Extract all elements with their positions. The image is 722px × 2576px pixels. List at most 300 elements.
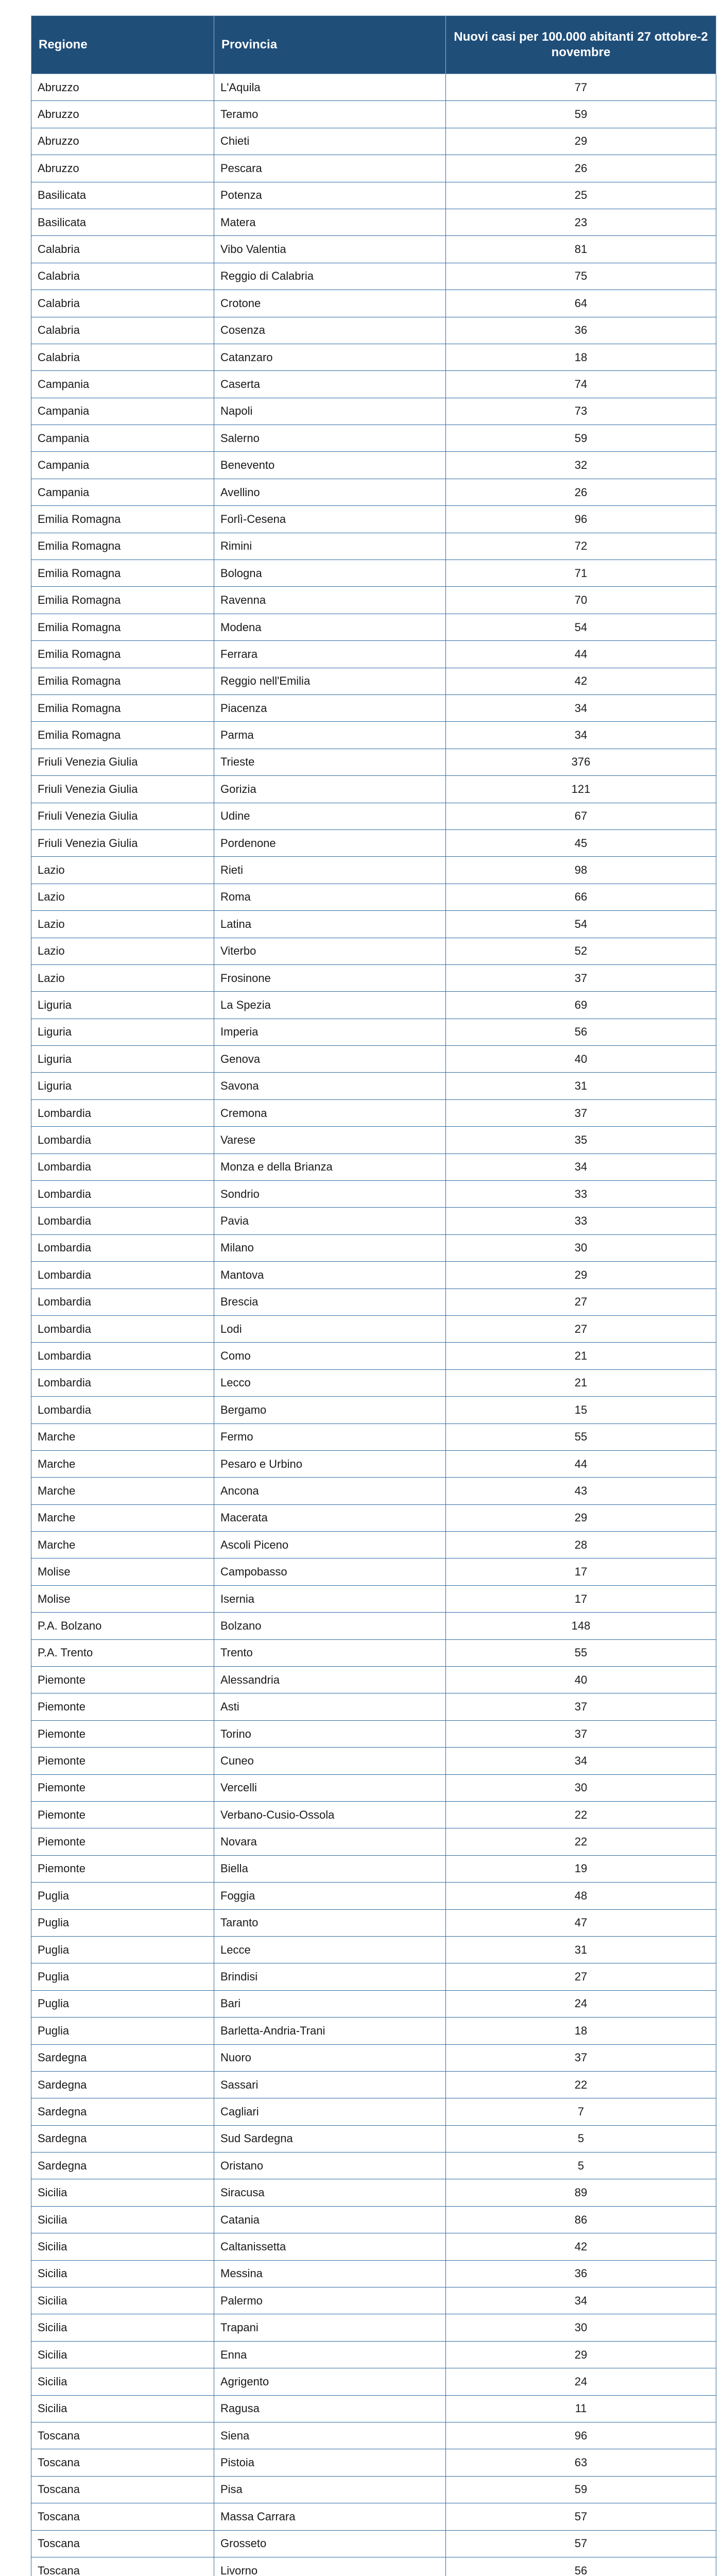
cell-regione: Sicilia [31,2233,214,2260]
header-nuovi-casi: Nuovi casi per 100.000 abitanti 27 ottobre-2 novembre [446,16,716,74]
cell-regione: Emilia Romagna [31,560,214,587]
cell-provincia: Forlì-Cesena [214,506,446,533]
cell-nuovi-casi: 55 [446,1639,716,1666]
table-row [31,1315,716,1342]
table-row [31,1289,716,1315]
cell-nuovi-casi: 19 [446,1855,716,1882]
cell-provincia: Bari [214,1990,446,2017]
cell-regione: P.A. Bolzano [31,1613,214,1639]
table-row [31,1748,716,1774]
cell-provincia: Messina [214,2260,446,2287]
table-row [31,371,716,398]
cell-regione: Liguria [31,1046,214,1073]
cell-regione: Lombardia [31,1154,214,1180]
table-row [31,1369,716,1396]
cell-regione: Emilia Romagna [31,641,214,668]
table-row [31,884,716,910]
cell-nuovi-casi: 5 [446,2125,716,2152]
cell-nuovi-casi: 56 [446,2557,716,2576]
table-row [31,1450,716,1477]
table-row [31,1423,716,1450]
cell-provincia: Ancona [214,1478,446,1504]
cell-provincia: Pistoia [214,2449,446,2476]
table-row [31,479,716,505]
cell-nuovi-casi: 33 [446,1208,716,1234]
cell-regione: Piemonte [31,1855,214,1882]
table-row [31,1720,716,1747]
cell-nuovi-casi: 35 [446,1127,716,1154]
table-row [31,128,716,155]
table-row [31,1828,716,1855]
cell-nuovi-casi: 59 [446,425,716,452]
cell-provincia: Catanzaro [214,344,446,370]
cell-provincia: Catania [214,2206,446,2233]
table-row [31,2179,716,2206]
cell-regione: Puglia [31,1883,214,1909]
cell-provincia: Massa Carrara [214,2503,446,2530]
cell-nuovi-casi: 22 [446,2071,716,2098]
cell-regione: Campania [31,425,214,452]
cell-regione: Marche [31,1450,214,1477]
cell-regione: Sardegna [31,2071,214,2098]
cell-regione: Puglia [31,1936,214,1963]
cell-provincia: Udine [214,803,446,829]
table-row [31,1181,716,1208]
header-provincia: Provincia [214,16,446,74]
cell-nuovi-casi: 54 [446,911,716,938]
cell-nuovi-casi: 43 [446,1478,716,1504]
cell-regione: Piemonte [31,1802,214,1828]
table-row [31,101,716,128]
cell-nuovi-casi: 27 [446,1963,716,1990]
cell-provincia: La Spezia [214,992,446,1019]
cell-regione: Campania [31,398,214,425]
table-row [31,776,716,803]
table-row [31,2098,716,2125]
cell-provincia: Savona [214,1073,446,1099]
cell-provincia: Ragusa [214,2395,446,2422]
table-row [31,2044,716,2071]
cell-regione: Puglia [31,1990,214,2017]
cell-provincia: Torino [214,1720,446,1747]
cell-provincia: Avellino [214,479,446,505]
table-row [31,1019,716,1045]
cell-regione: Friuli Venezia Giulia [31,829,214,856]
cell-nuovi-casi: 67 [446,803,716,829]
cell-nuovi-casi: 31 [446,1936,716,1963]
cell-regione: Sardegna [31,2044,214,2071]
cell-nuovi-casi: 36 [446,2260,716,2287]
cell-regione: Campania [31,452,214,479]
cell-regione: Emilia Romagna [31,587,214,614]
cell-regione: Piemonte [31,1693,214,1720]
data-table-container [31,15,716,2576]
cell-regione: P.A. Trento [31,1639,214,1666]
cell-regione: Lombardia [31,1343,214,1369]
cell-provincia: Como [214,1343,446,1369]
table-row [31,1802,716,1828]
cell-regione: Abruzzo [31,74,214,101]
cell-regione: Friuli Venezia Giulia [31,803,214,829]
cell-nuovi-casi: 25 [446,182,716,209]
cell-provincia: Potenza [214,182,446,209]
cell-nuovi-casi: 42 [446,668,716,694]
cell-nuovi-casi: 48 [446,1883,716,1909]
table-row [31,1208,716,1234]
cell-provincia: Lodi [214,1315,446,1342]
cell-provincia: Enna [214,2341,446,2368]
table-row [31,2395,716,2422]
table-row [31,1046,716,1073]
cell-nuovi-casi: 47 [446,1909,716,1936]
cell-regione: Molise [31,1585,214,1612]
cell-regione: Friuli Venezia Giulia [31,776,214,803]
table-row [31,641,716,668]
cell-provincia: Lecco [214,1369,446,1396]
cell-nuovi-casi: 37 [446,2044,716,2071]
cell-regione: Abruzzo [31,128,214,155]
cell-nuovi-casi: 37 [446,1099,716,1126]
cell-regione: Lombardia [31,1289,214,1315]
table-row [31,694,716,721]
table-row [31,1855,716,1882]
cell-nuovi-casi: 54 [446,614,716,640]
cell-provincia: Bologna [214,560,446,587]
cell-nuovi-casi: 18 [446,2018,716,2044]
cell-nuovi-casi: 29 [446,1262,716,1289]
table-row [31,263,716,290]
cell-regione: Sicilia [31,2287,214,2314]
cell-provincia: Verbano-Cusio-Ossola [214,1802,446,1828]
cell-nuovi-casi: 77 [446,74,716,101]
table-row [31,74,716,101]
table-row [31,668,716,694]
cell-provincia: Milano [214,1234,446,1261]
cell-provincia: Modena [214,614,446,640]
table-row [31,155,716,182]
table-row [31,2153,716,2179]
table-row [31,2530,716,2557]
cell-provincia: Biella [214,1855,446,1882]
cell-regione: Lazio [31,938,214,964]
cell-nuovi-casi: 89 [446,2179,716,2206]
table-row [31,1397,716,1423]
cell-nuovi-casi: 121 [446,776,716,803]
cell-regione: Liguria [31,992,214,1019]
cell-regione: Emilia Romagna [31,614,214,640]
cell-nuovi-casi: 40 [446,1046,716,1073]
cell-nuovi-casi: 73 [446,398,716,425]
cell-provincia: Siracusa [214,2179,446,2206]
cell-provincia: Agrigento [214,2368,446,2395]
cell-provincia: L'Aquila [214,74,446,101]
cell-regione: Sicilia [31,2395,214,2422]
cell-nuovi-casi: 70 [446,587,716,614]
table-row [31,964,716,991]
table-row [31,1478,716,1504]
cell-nuovi-casi: 22 [446,1802,716,1828]
cell-provincia: Viterbo [214,938,446,964]
cell-regione: Sicilia [31,2368,214,2395]
table-row [31,829,716,856]
cell-nuovi-casi: 57 [446,2503,716,2530]
cell-nuovi-casi: 36 [446,317,716,344]
cell-regione: Lazio [31,964,214,991]
cell-provincia: Pisa [214,2476,446,2503]
table-row [31,533,716,560]
table-row [31,398,716,425]
table-row [31,182,716,209]
cell-nuovi-casi: 98 [446,857,716,884]
cell-nuovi-casi: 74 [446,371,716,398]
cell-nuovi-casi: 30 [446,1234,716,1261]
table-row [31,1613,716,1639]
table-row [31,2557,716,2576]
table-row [31,1693,716,1720]
cell-provincia: Matera [214,209,446,235]
cell-regione: Piemonte [31,1828,214,1855]
table-row [31,1532,716,1558]
table-row [31,2476,716,2503]
cell-provincia: Vercelli [214,1774,446,1801]
cell-nuovi-casi: 44 [446,1450,716,1477]
table-row [31,1667,716,1693]
cell-nuovi-casi: 72 [446,533,716,560]
cell-regione: Calabria [31,317,214,344]
cell-nuovi-casi: 44 [446,641,716,668]
cell-nuovi-casi: 34 [446,1748,716,1774]
cell-nuovi-casi: 34 [446,2287,716,2314]
table-row [31,938,716,964]
cell-provincia: Imperia [214,1019,446,1045]
cell-provincia: Cremona [214,1099,446,1126]
cell-regione: Calabria [31,236,214,263]
cell-regione: Sicilia [31,2179,214,2206]
cell-nuovi-casi: 55 [446,1423,716,1450]
cell-provincia: Brindisi [214,1963,446,1990]
cell-regione: Lombardia [31,1208,214,1234]
cell-provincia: Latina [214,911,446,938]
cell-nuovi-casi: 5 [446,2153,716,2179]
table-row [31,2206,716,2233]
cell-nuovi-casi: 57 [446,2530,716,2557]
cell-nuovi-casi: 86 [446,2206,716,2233]
cell-provincia: Macerata [214,1504,446,1531]
cell-nuovi-casi: 11 [446,2395,716,2422]
cell-provincia: Sassari [214,2071,446,2098]
cell-regione: Toscana [31,2449,214,2476]
cell-regione: Lombardia [31,1262,214,1289]
table-row [31,2503,716,2530]
cell-provincia: Sondrio [214,1181,446,1208]
cell-regione: Sardegna [31,2098,214,2125]
cell-nuovi-casi: 22 [446,1828,716,1855]
cell-provincia: Alessandria [214,1667,446,1693]
cell-provincia: Barletta-Andria-Trani [214,2018,446,2044]
cell-nuovi-casi: 31 [446,1073,716,1099]
cell-nuovi-casi: 32 [446,452,716,479]
cell-nuovi-casi: 66 [446,884,716,910]
cell-provincia: Palermo [214,2287,446,2314]
cell-nuovi-casi: 7 [446,2098,716,2125]
cell-regione: Marche [31,1423,214,1450]
cell-provincia: Benevento [214,452,446,479]
cell-provincia: Cuneo [214,1748,446,1774]
cell-nuovi-casi: 69 [446,992,716,1019]
cell-provincia: Taranto [214,1909,446,1936]
cell-provincia: Livorno [214,2557,446,2576]
cell-nuovi-casi: 37 [446,964,716,991]
cell-provincia: Piacenza [214,694,446,721]
table-row [31,1639,716,1666]
cell-nuovi-casi: 64 [446,290,716,317]
cell-nuovi-casi: 23 [446,209,716,235]
table-row [31,2125,716,2152]
table-row [31,2071,716,2098]
cell-provincia: Chieti [214,128,446,155]
cell-nuovi-casi: 27 [446,1315,716,1342]
cell-provincia: Grosseto [214,2530,446,2557]
cell-regione: Emilia Romagna [31,506,214,533]
table-row [31,2341,716,2368]
cell-provincia: Nuoro [214,2044,446,2071]
cell-regione: Emilia Romagna [31,722,214,749]
cell-nuovi-casi: 17 [446,1585,716,1612]
cell-provincia: Foggia [214,1883,446,1909]
cell-regione: Basilicata [31,182,214,209]
cell-nuovi-casi: 24 [446,2368,716,2395]
cell-regione: Marche [31,1532,214,1558]
cell-regione: Emilia Romagna [31,533,214,560]
cell-nuovi-casi: 18 [446,344,716,370]
cell-regione: Puglia [31,2018,214,2044]
table-row [31,614,716,640]
cell-nuovi-casi: 29 [446,128,716,155]
cell-provincia: Gorizia [214,776,446,803]
cell-regione: Lombardia [31,1369,214,1396]
table-row [31,506,716,533]
cell-regione: Sardegna [31,2153,214,2179]
cell-provincia: Reggio di Calabria [214,263,446,290]
cell-nuovi-casi: 33 [446,1181,716,1208]
cell-regione: Liguria [31,1019,214,1045]
cell-nuovi-casi: 71 [446,560,716,587]
cell-regione: Toscana [31,2476,214,2503]
cell-regione: Marche [31,1478,214,1504]
cell-regione: Liguria [31,1073,214,1099]
cell-nuovi-casi: 376 [446,749,716,775]
cell-provincia: Crotone [214,290,446,317]
cell-regione: Toscana [31,2530,214,2557]
cell-provincia: Pavia [214,1208,446,1234]
cell-regione: Lazio [31,857,214,884]
cell-nuovi-casi: 148 [446,1613,716,1639]
cell-provincia: Rimini [214,533,446,560]
cell-regione: Puglia [31,1909,214,1936]
cell-nuovi-casi: 17 [446,1558,716,1585]
cell-provincia: Parma [214,722,446,749]
table-row [31,749,716,775]
cell-provincia: Salerno [214,425,446,452]
table-row [31,1234,716,1261]
cell-nuovi-casi: 56 [446,1019,716,1045]
cell-regione: Sardegna [31,2125,214,2152]
table-row [31,2287,716,2314]
cell-regione: Lombardia [31,1397,214,1423]
table-row [31,344,716,370]
table-row [31,1504,716,1531]
cell-regione: Piemonte [31,1774,214,1801]
cell-regione: Marche [31,1504,214,1531]
cell-nuovi-casi: 29 [446,1504,716,1531]
table-row [31,2422,716,2449]
cell-regione: Molise [31,1558,214,1585]
table-row [31,1936,716,1963]
cell-provincia: Cagliari [214,2098,446,2125]
table-header [31,16,716,74]
table-row [31,1558,716,1585]
cell-provincia: Pordenone [214,829,446,856]
table-row [31,1990,716,2017]
cell-regione: Calabria [31,290,214,317]
table-row [31,2314,716,2341]
cell-provincia: Isernia [214,1585,446,1612]
cell-nuovi-casi: 30 [446,1774,716,1801]
table-row [31,1099,716,1126]
table-row [31,1585,716,1612]
cell-provincia: Monza e della Brianza [214,1154,446,1180]
table-row [31,209,716,235]
cell-provincia: Ascoli Piceno [214,1532,446,1558]
cell-nuovi-casi: 42 [446,2233,716,2260]
cell-regione: Lombardia [31,1181,214,1208]
table-row [31,1883,716,1909]
table-row [31,1963,716,1990]
cell-nuovi-casi: 29 [446,2341,716,2368]
cell-nuovi-casi: 34 [446,694,716,721]
cell-regione: Toscana [31,2503,214,2530]
cell-regione: Lombardia [31,1127,214,1154]
cell-provincia: Trapani [214,2314,446,2341]
cell-provincia: Frosinone [214,964,446,991]
cell-regione: Calabria [31,344,214,370]
cell-nuovi-casi: 52 [446,938,716,964]
table-row [31,425,716,452]
cell-provincia: Pesaro e Urbino [214,1450,446,1477]
cell-regione: Toscana [31,2422,214,2449]
header-regione: Regione [31,16,214,74]
table-row [31,2449,716,2476]
cell-provincia: Fermo [214,1423,446,1450]
table-body [31,74,716,2576]
cell-provincia: Roma [214,884,446,910]
cell-regione: Lazio [31,911,214,938]
table-row [31,911,716,938]
cell-provincia: Bergamo [214,1397,446,1423]
cell-nuovi-casi: 81 [446,236,716,263]
cell-nuovi-casi: 21 [446,1343,716,1369]
table-row [31,290,716,317]
cell-provincia: Siena [214,2422,446,2449]
cell-regione: Abruzzo [31,101,214,128]
cell-nuovi-casi: 75 [446,263,716,290]
cell-nuovi-casi: 63 [446,2449,716,2476]
cell-regione: Lombardia [31,1234,214,1261]
cell-nuovi-casi: 96 [446,2422,716,2449]
cell-regione: Lombardia [31,1099,214,1126]
table-row [31,587,716,614]
cell-regione: Friuli Venezia Giulia [31,749,214,775]
